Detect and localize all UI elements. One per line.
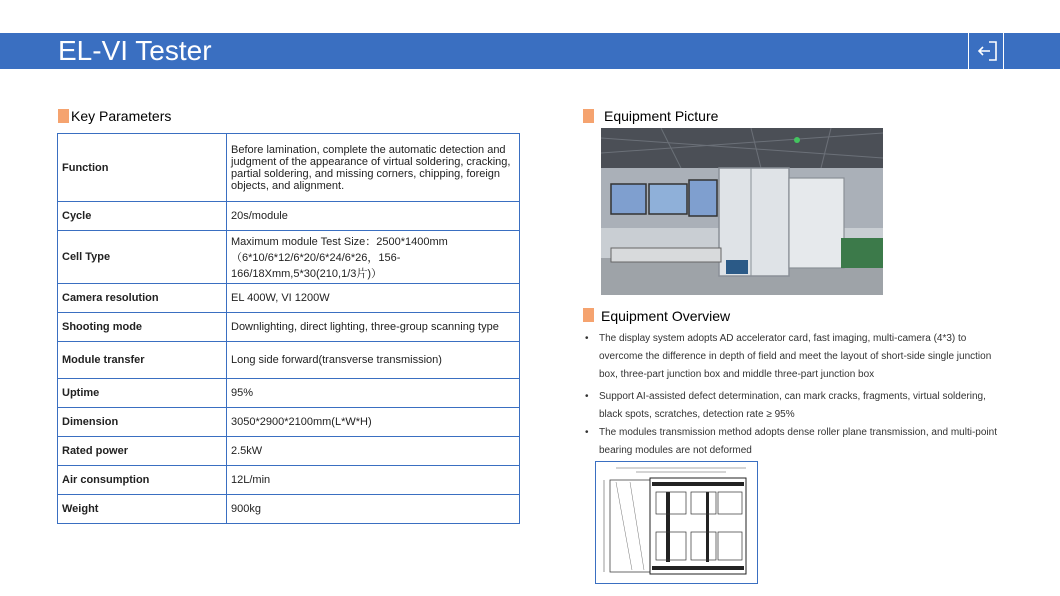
overview-item: • The display system adopts AD accelerator card, fast imaging, multi-camera (4*3) to overcome the difference in depth of field and meet the layout of short-side single junction box, three-part junction box and middle three-part junction box (585, 330, 1005, 384)
param-value: EL 400W, VI 1200W (227, 284, 520, 313)
param-value: Before lamination, complete the automatic detection and judgment of the appearance of virtual soldering, cracking, partial soldering, and missing corners, chipping, foreign objects, and alignment. (227, 134, 520, 202)
table-row (58, 408, 520, 437)
overview-item: • The modules transmission method adopts dense roller plane transmission, and multi-point bearing modules are not deformed (585, 424, 1005, 460)
equipment-overview-title: Equipment Overview (601, 308, 731, 324)
param-value: Maximum module Test Size：2500*1400mm（6*10/6*12/6*20/6*24/6*26，156-166/18Xmm,5*30(210,1/3片)） (227, 231, 520, 284)
param-value: Downlighting, direct lighting, three-group scanning type (227, 313, 520, 342)
table-row (58, 466, 520, 495)
table-row (58, 134, 520, 202)
table-row (58, 313, 520, 342)
overview-list (585, 330, 1005, 464)
param-name: Air consumption (58, 466, 227, 495)
param-value: 95% (227, 379, 520, 408)
param-name: Camera resolution (58, 284, 227, 313)
param-value: Long side forward(transverse transmission) (227, 342, 520, 379)
key-parameters-title: Key Parameters (71, 108, 172, 124)
param-value: 900kg (227, 495, 520, 524)
param-name: Uptime (58, 379, 227, 408)
param-name: Cycle (58, 202, 227, 231)
param-value: 2.5kW (227, 437, 520, 466)
param-value: 12L/min (227, 466, 520, 495)
overview-item: • Support AI-assisted defect determination, can mark cracks, fragments, virtual soldering, black spots, scratches, detection rate ≥ 95% (585, 388, 1005, 424)
table-row (58, 437, 520, 466)
section-marker (58, 109, 69, 123)
param-name: Shooting mode (58, 313, 227, 342)
param-name: Rated power (58, 437, 227, 466)
table-row (58, 231, 520, 284)
table-row (58, 495, 520, 524)
equipment-photo (601, 128, 883, 295)
equipment-picture-title: Equipment Picture (604, 108, 719, 124)
table-row (58, 202, 520, 231)
exit-button[interactable] (968, 33, 1004, 69)
param-name: Dimension (58, 408, 227, 437)
layout-drawing (595, 461, 758, 584)
table-row (58, 379, 520, 408)
table-row (58, 342, 520, 379)
table-row (58, 284, 520, 313)
key-parameters-table (57, 133, 520, 524)
exit-icon (976, 40, 998, 62)
param-value: 3050*2900*2100mm(L*W*H) (227, 408, 520, 437)
param-name: Module transfer (58, 342, 227, 379)
section-marker (583, 109, 594, 123)
param-name: Weight (58, 495, 227, 524)
param-name: Function (58, 134, 227, 202)
param-value: 20s/module (227, 202, 520, 231)
section-marker (583, 308, 594, 322)
param-name: Cell Type (58, 231, 227, 284)
page-title: EL-VI Tester (58, 35, 212, 66)
